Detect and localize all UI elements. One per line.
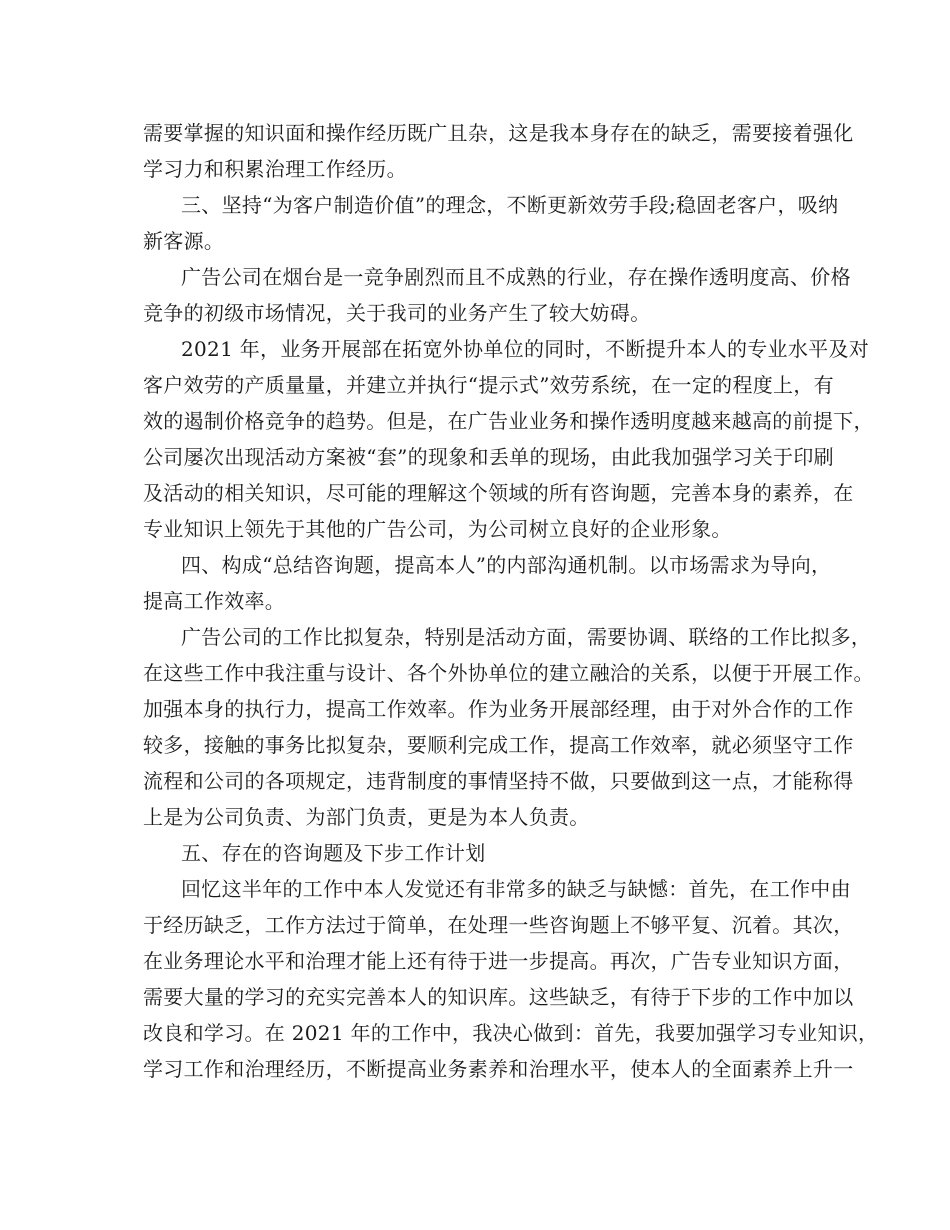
body-text-line: 提高工作效率。: [143, 589, 286, 613]
body-text-line: 在这些工作中我注重与设计、各个外协单位的建立融洽的关系，以便于开展工作。: [143, 661, 874, 685]
body-text-line: 新客源。: [143, 229, 225, 253]
body-text-line: 效的遏制价格竞争的趋势。但是，在广告业业务和操作透明度越来越高的前提下，: [143, 409, 874, 433]
body-text-line: 公司屡次出现活动方案被“套”的现象和丢单的现场，由此我加强学习关于印刷: [143, 445, 834, 469]
body-text-line: 于经历缺乏，工作方法过于简单，在处理一些咨询题上不够平复、沉着。其次，: [143, 913, 854, 937]
body-text-line: 学习力和积累治理工作经历。: [143, 157, 407, 181]
body-text-line: 流程和公司的各项规定，违背制度的事情坚持不做，只要做到这一点，才能称得: [143, 769, 854, 793]
section-heading-3: 三、坚持“为客户制造价值”的理念，不断更新效劳手段;稳固老客户，吸纳: [181, 193, 839, 217]
body-text-line: 改良和学习。在 2021 年的工作中，我决心做到：首先，我要加强学习专业知识，: [143, 1021, 879, 1045]
body-text-line: 2021 年，业务开展部在拓宽外协单位的同时，不断提升本人的专业水平及对: [181, 337, 870, 361]
section-heading-5: 五、存在的咨询题及下步工作计划: [181, 841, 486, 865]
body-text-line: 专业知识上领先于其他的广告公司，为公司树立良好的企业形象。: [143, 517, 732, 541]
body-text-line: 广告公司的工作比拟复杂，特别是活动方面，需要协调、联络的工作比拟多，: [181, 625, 872, 649]
body-text-line: 需要掌握的知识面和操作经历既广且杂，这是我本身存在的缺乏，需要接着强化: [143, 121, 854, 145]
body-text-line: 及活动的相关知识，尽可能的理解这个领域的所有咨询题，完善本身的素养，在: [143, 481, 854, 505]
body-text-line: 学习工作和治理经历，不断提高业务素养和治理水平，使本人的全面素养上升一: [143, 1057, 854, 1081]
body-text-line: 在业务理论水平和治理才能上还有待于进一步提高。再次，广告专业知识方面，: [143, 949, 854, 973]
body-text-line: 客户效劳的产质量量，并建立并执行“提示式”效劳系统，在一定的程度上，有: [143, 373, 834, 397]
body-text-line: 广告公司在烟台是一竞争剧烈而且不成熟的行业，存在操作透明度高、价格: [181, 265, 851, 289]
body-text-line: 竞争的初级市场情况，关于我司的业务产生了较大妨碍。: [143, 301, 651, 325]
body-text-line: 回忆这半年的工作中本人发觉还有非常多的缺乏与缺憾：首先，在工作中由: [181, 877, 851, 901]
body-text-line: 加强本身的执行力，提高工作效率。作为业务开展部经理，由于对外合作的工作: [143, 697, 854, 721]
body-text-line: 较多，接触的事务比拟复杂，要顺利完成工作，提高工作效率，就必须坚守工作: [143, 733, 854, 757]
section-heading-4: 四、构成“总结咨询题，提高本人”的内部沟通机制。以市场需求为导向，: [181, 553, 832, 577]
body-text-line: 需要大量的学习的充实完善本人的知识库。这些缺乏，有待于下步的工作中加以: [143, 985, 854, 1009]
body-text-line: 上是为公司负责、为部门负责，更是为本人负责。: [143, 805, 590, 829]
